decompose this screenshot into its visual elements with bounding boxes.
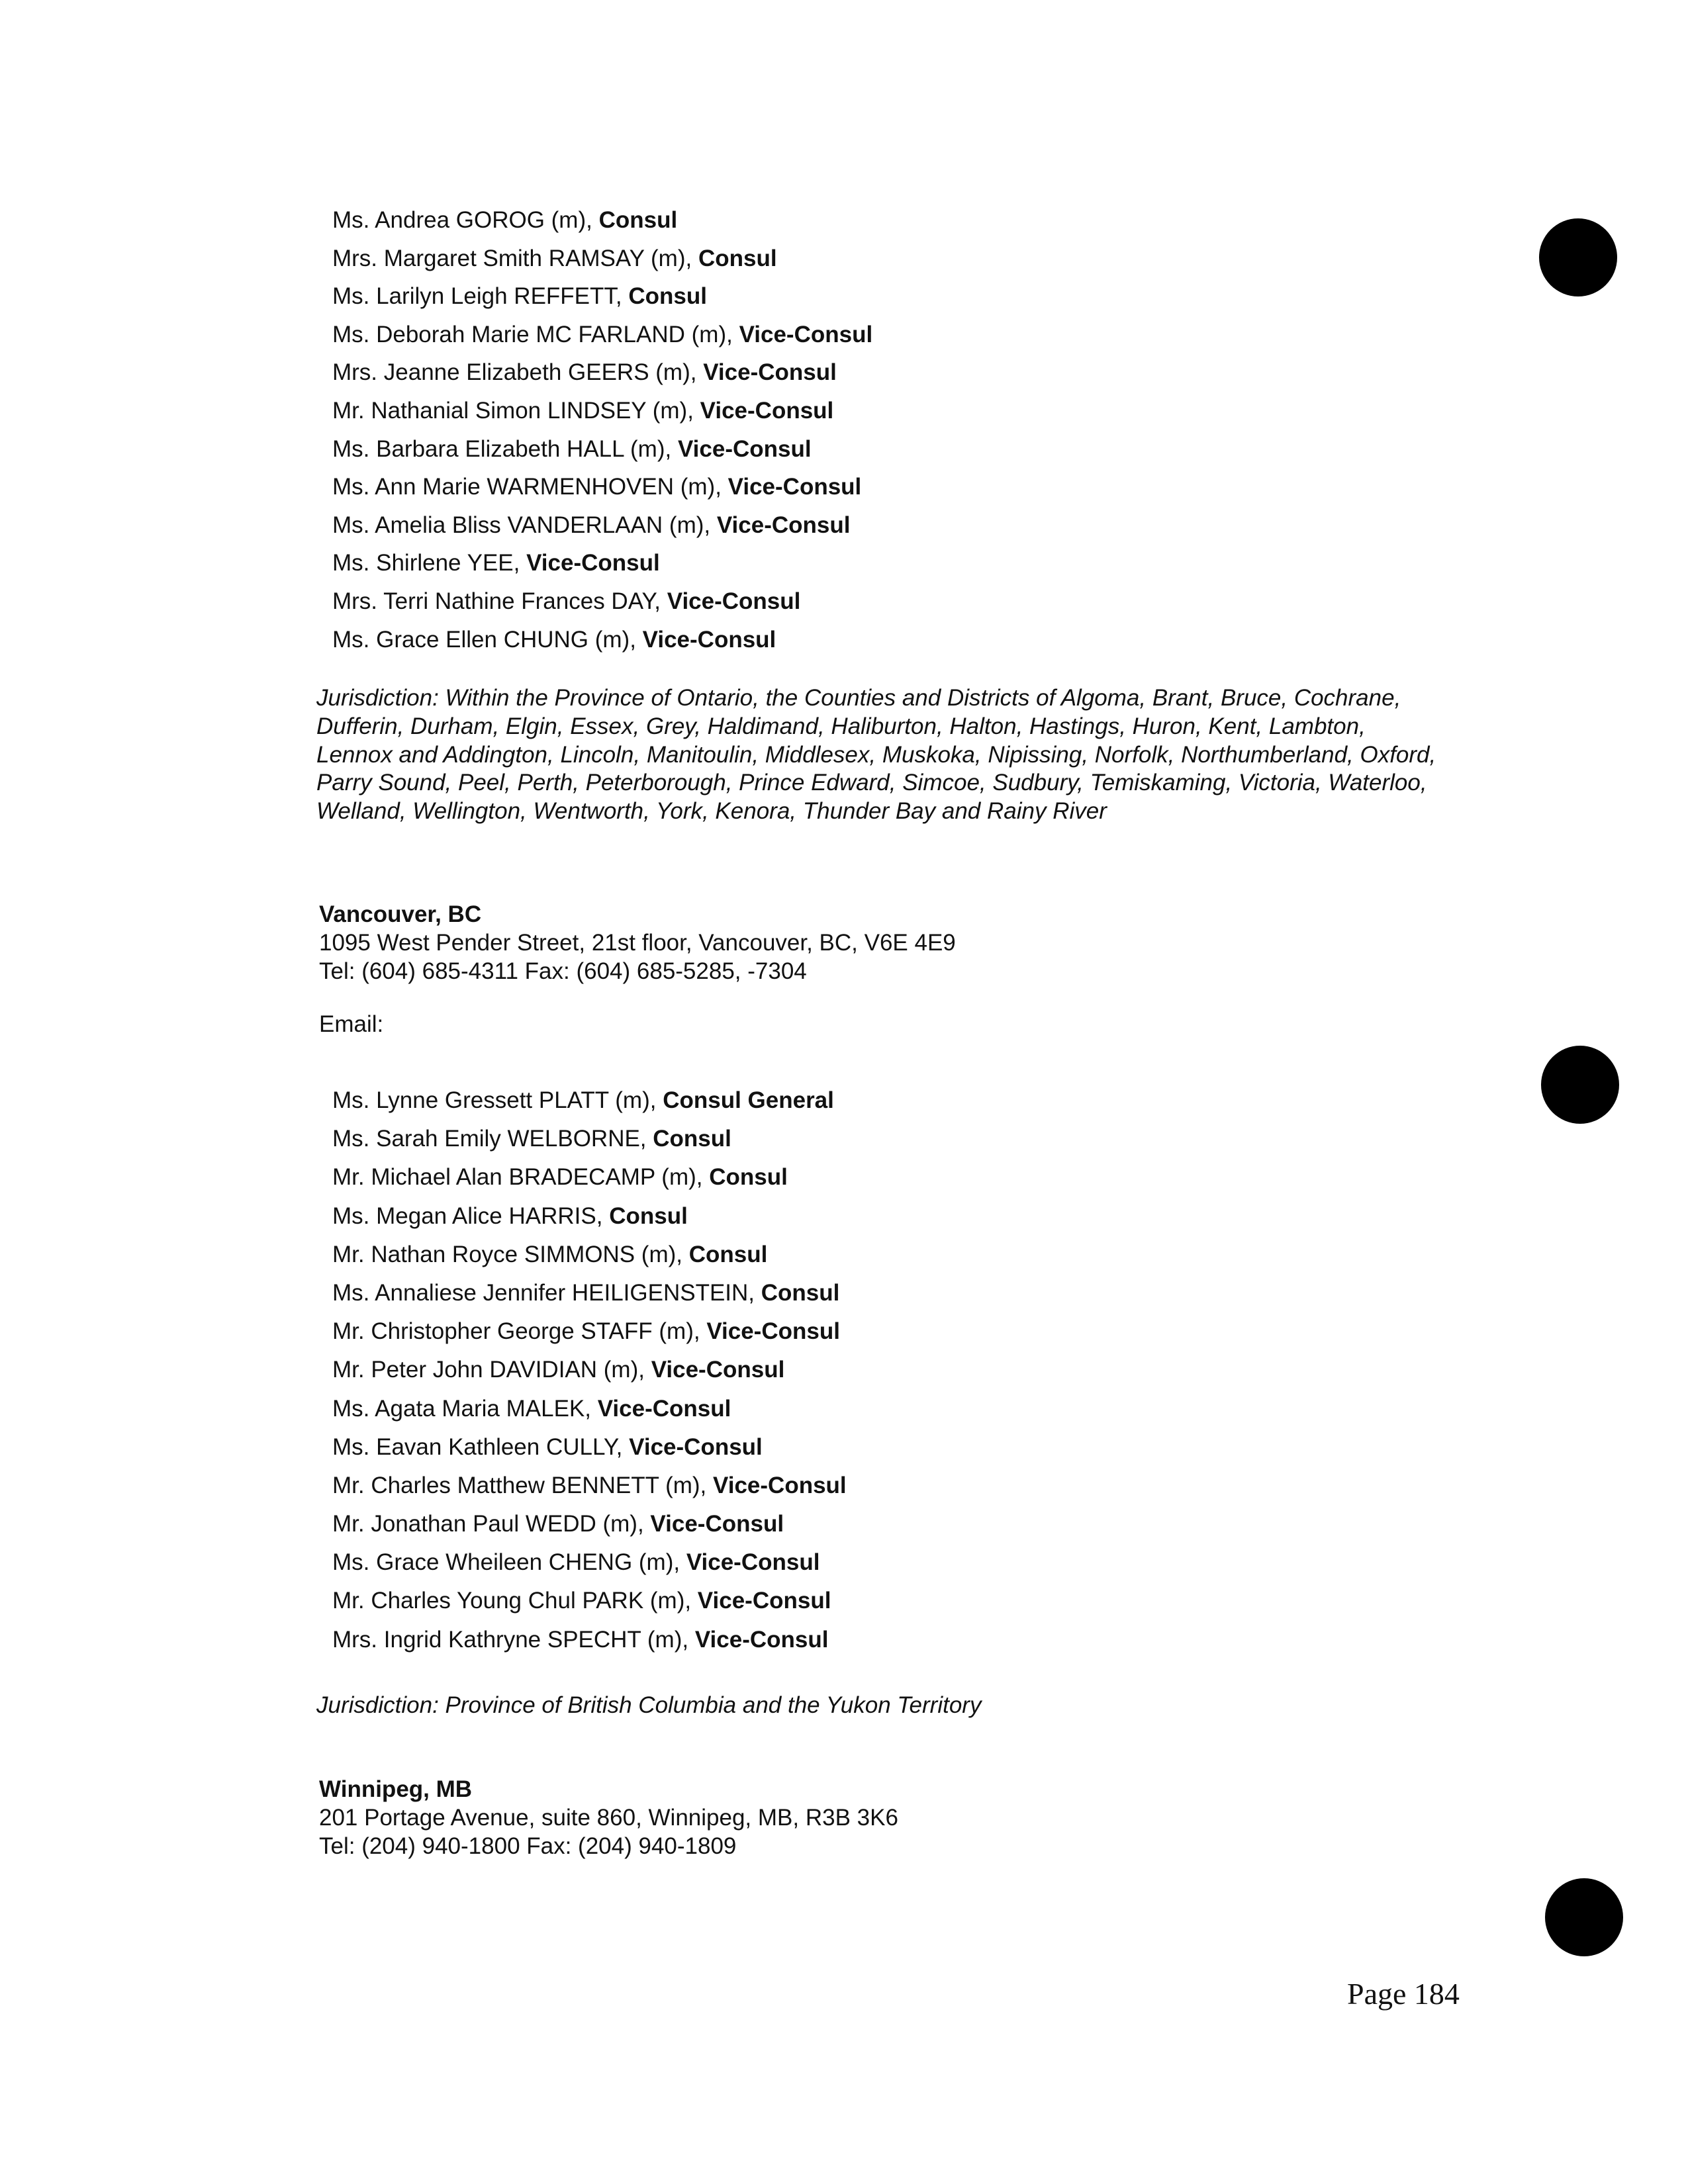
- staff-entry: [332, 1428, 847, 1467]
- staff-name: Mrs. Terri Nathine Frances DAY,: [332, 588, 667, 614]
- binder-hole-mark: [1545, 1878, 1623, 1956]
- staff-entry: [332, 621, 872, 659]
- vancouver-staff-list: [332, 1081, 847, 1659]
- office-city: Winnipeg, MB: [319, 1776, 473, 1802]
- staff-title: Vice-Consul: [667, 588, 801, 614]
- staff-title: Vice-Consul: [694, 1626, 829, 1653]
- staff-entry: [332, 1505, 847, 1543]
- staff-title: Vice-Consul: [642, 626, 776, 653]
- staff-title: Vice-Consul: [713, 1472, 847, 1498]
- staff-entry: [332, 544, 872, 582]
- staff-entry: [332, 277, 872, 316]
- binder-hole-mark: [1539, 218, 1617, 296]
- staff-name: Ms. Shirlene YEE,: [332, 550, 527, 576]
- staff-entry: [332, 1390, 847, 1428]
- staff-name: Mr. Charles Matthew BENNETT (m),: [332, 1472, 714, 1498]
- staff-title: Vice-Consul: [700, 397, 834, 424]
- email-label: Email:: [319, 1011, 384, 1037]
- staff-title: Consul: [688, 1241, 768, 1267]
- staff-entry: [332, 1120, 847, 1158]
- staff-name: Ms. Ann Marie WARMENHOVEN (m),: [332, 474, 728, 500]
- staff-entry: [332, 1236, 847, 1274]
- staff-entry: [332, 468, 872, 506]
- staff-title: Vice-Consul: [677, 435, 812, 462]
- staff-title: Consul: [761, 1279, 840, 1306]
- staff-title: Consul: [653, 1126, 731, 1152]
- staff-title: Vice-Consul: [651, 1357, 785, 1383]
- toronto-staff-list: [332, 201, 872, 659]
- staff-name: Ms. Andrea GOROG (m),: [332, 207, 599, 233]
- staff-title: Consul: [598, 207, 678, 233]
- staff-title: Vice-Consul: [629, 1433, 763, 1460]
- staff-title: Consul: [698, 245, 777, 271]
- staff-entry: [332, 240, 872, 278]
- staff-title: Consul: [709, 1164, 788, 1191]
- staff-title: Vice-Consul: [739, 321, 873, 347]
- staff-name: Mr. Michael Alan BRADECAMP (m),: [332, 1164, 710, 1191]
- staff-entry: [332, 1621, 847, 1659]
- staff-title: Vice-Consul: [650, 1511, 784, 1537]
- staff-title: Vice-Consul: [703, 359, 837, 386]
- staff-entry: [332, 201, 872, 240]
- staff-title: Consul General: [663, 1087, 834, 1113]
- staff-title: Vice-Consul: [597, 1395, 731, 1422]
- staff-name: Ms. Grace Wheileen CHENG (m),: [332, 1549, 686, 1576]
- staff-entry: [332, 353, 872, 392]
- office-address: 201 Portage Avenue, suite 860, Winnipeg, MB, R3B 3K6: [319, 1805, 898, 1831]
- staff-name: Mrs. Ingrid Kathryne SPECHT (m),: [332, 1626, 695, 1653]
- staff-name: Ms. Amelia Bliss VANDERLAAN (m),: [332, 512, 717, 538]
- staff-entry: [332, 1197, 847, 1236]
- staff-name: Mr. Nathan Royce SIMMONS (m),: [332, 1241, 689, 1267]
- staff-title: Vice-Consul: [706, 1318, 840, 1345]
- vancouver-jurisdiction: [316, 1692, 1442, 1720]
- staff-entry: [332, 1582, 847, 1620]
- staff-entry: [332, 430, 872, 469]
- staff-entry: [332, 316, 872, 354]
- staff-name: Mrs. Margaret Smith RAMSAY (m),: [332, 245, 698, 271]
- staff-name: Mr. Charles Young Chul PARK (m),: [332, 1588, 698, 1614]
- staff-entry: [332, 1081, 847, 1120]
- office-phone: Tel: (604) 685-4311 Fax: (604) 685-5285, -7304: [319, 958, 807, 984]
- staff-name: Ms. Barbara Elizabeth HALL (m),: [332, 435, 678, 462]
- staff-name: Mrs. Jeanne Elizabeth GEERS (m),: [332, 359, 704, 386]
- winnipeg-office-header: [319, 1775, 898, 1860]
- office-city: Vancouver, BC: [319, 901, 482, 927]
- toronto-jurisdiction: [316, 684, 1442, 826]
- binder-hole-mark: [1541, 1046, 1619, 1124]
- staff-name: Mr. Peter John DAVIDIAN (m),: [332, 1357, 651, 1383]
- staff-name: Mr. Christopher George STAFF (m),: [332, 1318, 707, 1345]
- jurisdiction-text: Jurisdiction: Within the Province of Ontario, the Counties and Districts of Algoma, Brant, Bruce, Cochrane, Dufferin, Durham, Elgin, Essex, Grey, Haldimand, Haliburton, Halton, Hastings, Huron, Kent, Lambton, Lennox and Addington, Lincoln, Manitoulin, Middlesex, Muskoka, Nipissing, Norfolk, Northumberland, Oxford, Parry Sound, Peel, Perth, Peterborough, Prince Edward, Simcoe, Sudbury, Temiskaming, Victoria, Waterloo, Welland, Wellington, Wentworth, York, Kenora, Thunder Bay and Rainy River: [316, 685, 1436, 825]
- vancouver-office-header: [319, 900, 956, 985]
- staff-name: Ms. Eavan Kathleen CULLY,: [332, 1433, 630, 1460]
- staff-title: Vice-Consul: [716, 512, 851, 538]
- staff-title: Vice-Consul: [697, 1588, 831, 1614]
- staff-title: Consul: [609, 1203, 688, 1229]
- staff-entry: [332, 1274, 847, 1312]
- staff-name: Ms. Megan Alice HARRIS,: [332, 1203, 610, 1229]
- staff-title: Vice-Consul: [686, 1549, 820, 1576]
- staff-name: Ms. Larilyn Leigh REFFETT,: [332, 283, 629, 310]
- staff-entry: [332, 1467, 847, 1505]
- staff-name: Ms. Lynne Gressett PLATT (m),: [332, 1087, 663, 1113]
- staff-name: Ms. Deborah Marie MC FARLAND (m),: [332, 321, 739, 347]
- staff-entry: [332, 392, 872, 430]
- staff-name: Ms. Agata Maria MALEK,: [332, 1395, 598, 1422]
- jurisdiction-text: Jurisdiction: Province of British Columbia and the Yukon Territory: [316, 1692, 982, 1718]
- staff-entry: [332, 1158, 847, 1197]
- office-address: 1095 West Pender Street, 21st floor, Vancouver, BC, V6E 4E9: [319, 930, 956, 956]
- staff-entry: [332, 1351, 847, 1389]
- staff-name: Ms. Sarah Emily WELBORNE,: [332, 1126, 653, 1152]
- staff-name: Ms. Annaliese Jennifer HEILIGENSTEIN,: [332, 1279, 761, 1306]
- staff-entry: [332, 1543, 847, 1582]
- office-phone: Tel: (204) 940-1800 Fax: (204) 940-1809: [319, 1833, 737, 1859]
- staff-name: Mr. Nathanial Simon LINDSEY (m),: [332, 397, 700, 424]
- staff-name: Mr. Jonathan Paul WEDD (m),: [332, 1511, 651, 1537]
- staff-name: Ms. Grace Ellen CHUNG (m),: [332, 626, 643, 653]
- staff-title: Vice-Consul: [727, 474, 862, 500]
- staff-title: Vice-Consul: [526, 550, 660, 576]
- page-number: Page 184: [1347, 1977, 1460, 2011]
- staff-entry: [332, 506, 872, 545]
- staff-entry: [332, 1312, 847, 1351]
- staff-title: Consul: [628, 283, 707, 310]
- staff-entry: [332, 582, 872, 621]
